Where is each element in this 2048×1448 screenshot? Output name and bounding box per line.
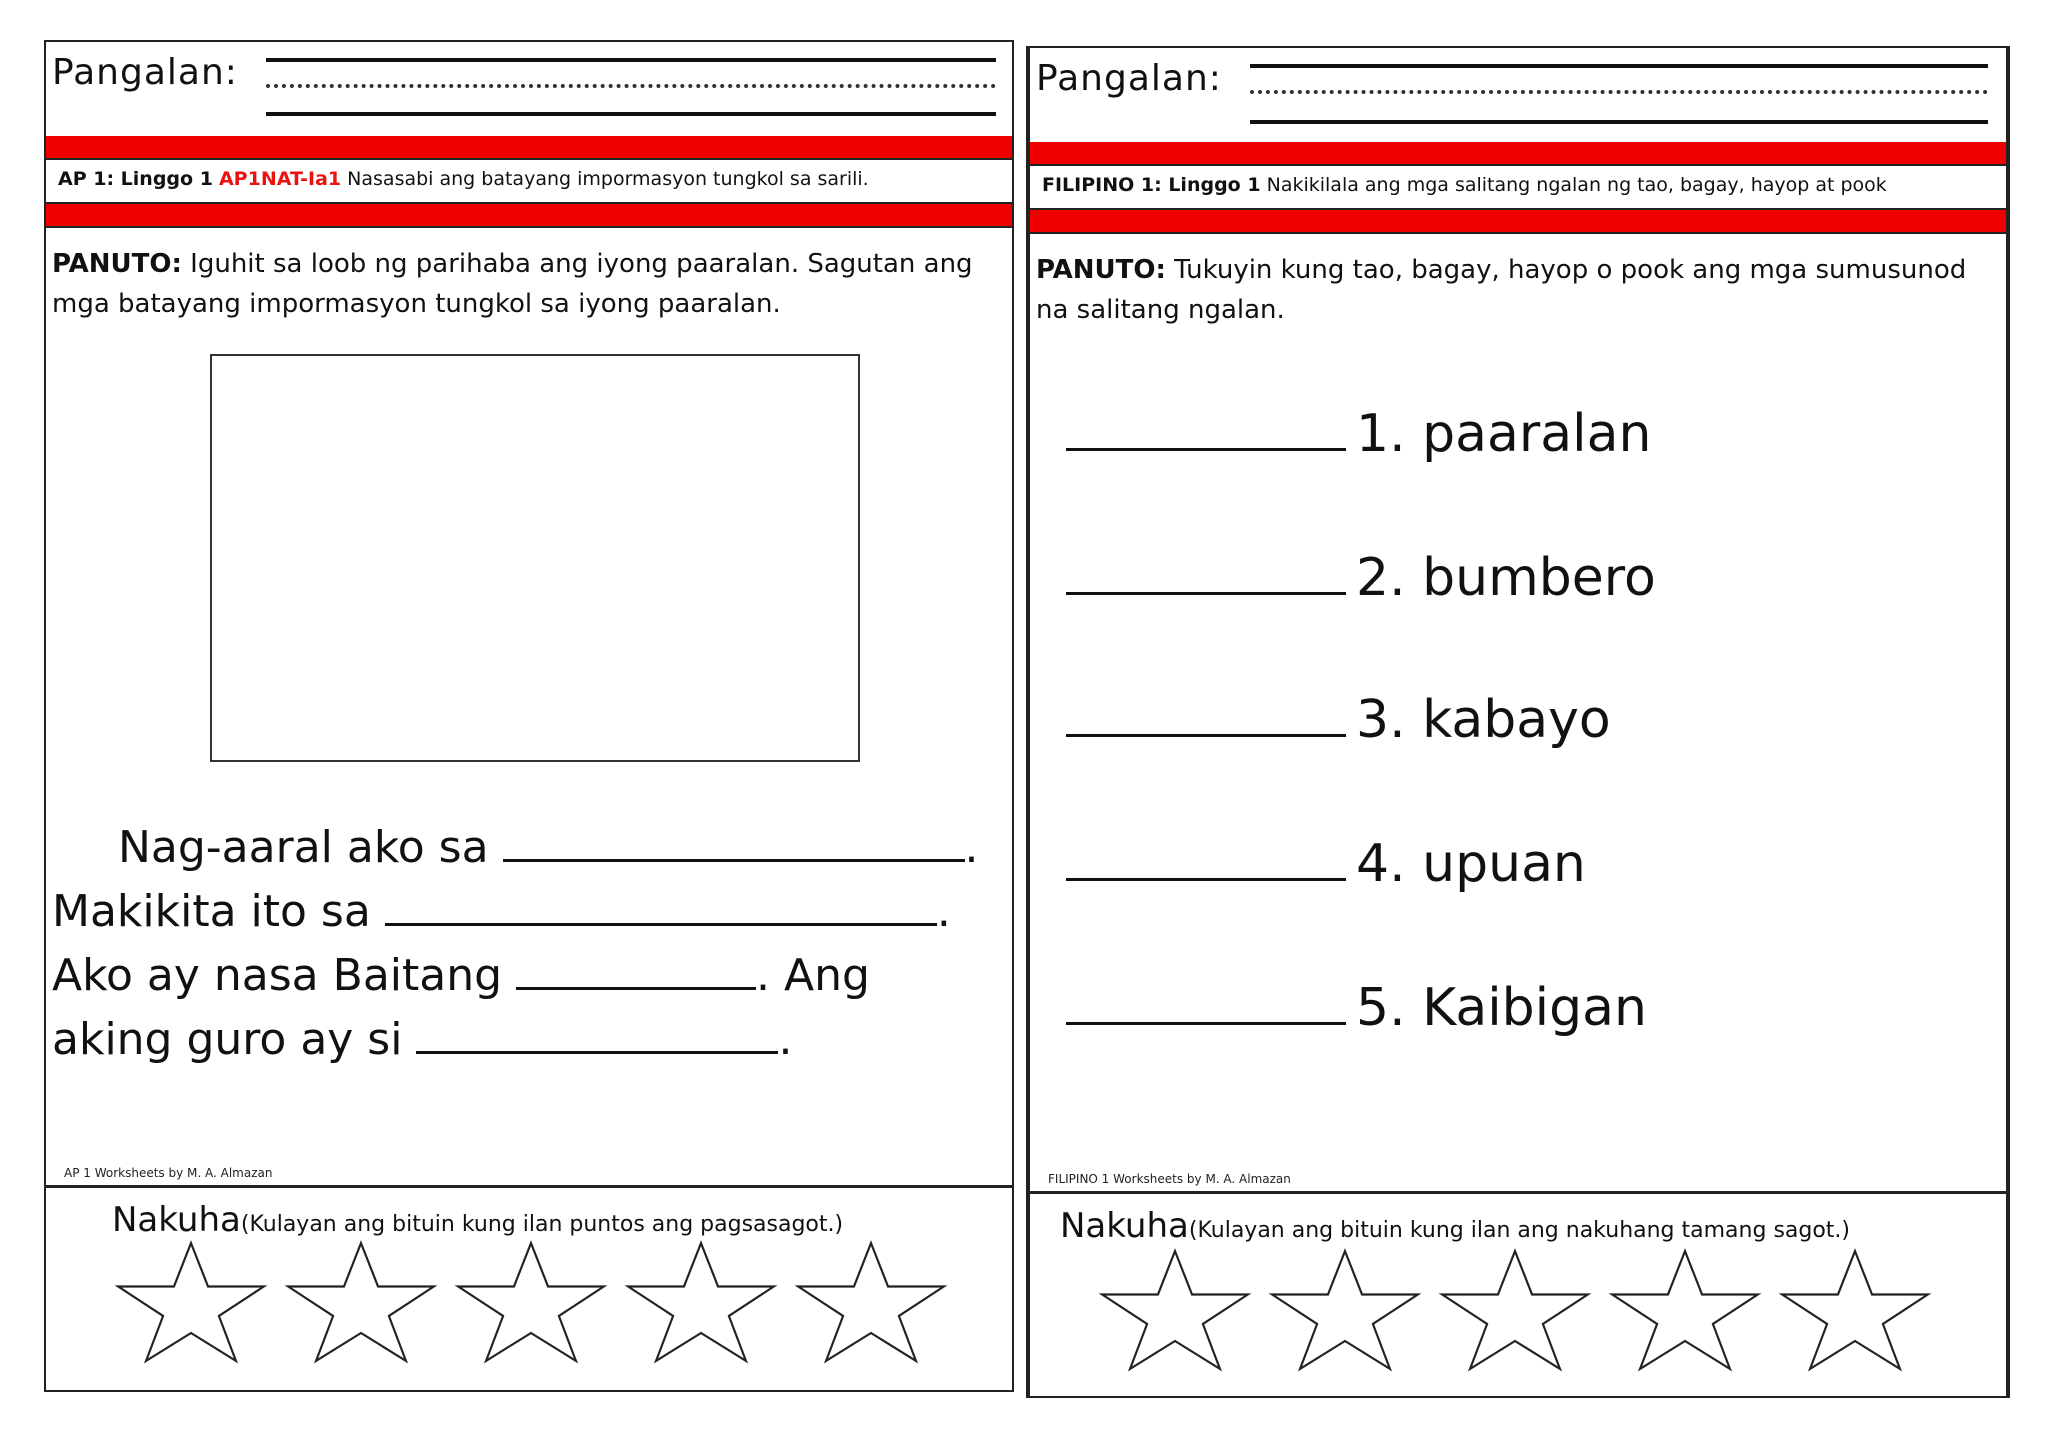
list-item — [1066, 972, 1647, 1042]
name-line-top — [1250, 64, 1988, 68]
score-line — [1060, 1206, 1850, 1246]
name-line-bottom[interactable] — [1250, 120, 1988, 124]
sentence-1-text: Nag-aaral ako sa — [118, 822, 489, 873]
star-rating — [112, 1240, 962, 1364]
star-icon[interactable] — [792, 1240, 950, 1364]
star-icon[interactable] — [1436, 1248, 1594, 1372]
blank-teacher[interactable] — [416, 1015, 778, 1054]
name-line-top — [266, 58, 996, 62]
sentence-3-end: . Ang — [756, 950, 870, 1001]
answer-blank-1[interactable] — [1066, 398, 1346, 451]
list-item — [1066, 828, 1586, 898]
list-item — [1066, 684, 1611, 754]
score-section — [46, 1185, 1012, 1390]
star-icon[interactable] — [1606, 1248, 1764, 1372]
name-line-bottom[interactable] — [266, 112, 996, 116]
star-icon[interactable] — [1096, 1248, 1254, 1372]
section-divider — [46, 226, 1012, 228]
competency-text: Nakikilala ang mga salitang ngalan ng tao, bagay, hayop at pook — [1266, 174, 1887, 196]
sentence-2-text: Makikita ito sa — [52, 886, 371, 937]
answer-blank-5[interactable] — [1066, 972, 1346, 1025]
ap-worksheet — [44, 40, 1014, 1392]
score-label: Nakuha — [1060, 1206, 1189, 1246]
blank-school-name[interactable] — [503, 823, 965, 862]
panuto-label: PANUTO: — [1036, 255, 1166, 285]
competency-row — [46, 158, 1012, 204]
subject-code: AP 1: Linggo 1 — [58, 168, 213, 190]
red-divider-top — [1030, 142, 2006, 164]
blank-location[interactable] — [385, 887, 937, 926]
answer-blank-3[interactable] — [1066, 684, 1346, 737]
sentence-1 — [118, 822, 979, 873]
answer-blank-2[interactable] — [1066, 542, 1346, 595]
footer-credit: AP 1 Worksheets by M. A. Almazan — [64, 1166, 273, 1180]
item-word-4: 4. upuan — [1356, 834, 1586, 894]
answer-blank-4[interactable] — [1066, 828, 1346, 881]
sentence-4-text: aking guro ay si — [52, 1014, 403, 1065]
name-row — [1030, 48, 2006, 142]
footer-credit: FILIPINO 1 Worksheets by M. A. Almazan — [1048, 1172, 1291, 1186]
star-icon[interactable] — [282, 1240, 440, 1364]
name-row — [46, 42, 1012, 136]
item-word-1: 1. paaralan — [1356, 404, 1652, 464]
name-label: Pangalan: — [52, 52, 238, 93]
star-icon[interactable] — [1776, 1248, 1934, 1372]
item-word-5: 5. Kaibigan — [1356, 978, 1647, 1038]
star-icon[interactable] — [112, 1240, 270, 1364]
score-section — [1030, 1191, 2006, 1396]
sentence-1-end: . — [964, 822, 979, 873]
red-divider-bottom — [1030, 210, 2006, 232]
star-icon[interactable] — [622, 1240, 780, 1364]
star-rating — [1096, 1248, 1946, 1372]
name-line-dotted — [266, 84, 996, 88]
score-line — [112, 1200, 843, 1240]
red-divider-bottom — [46, 204, 1012, 226]
panuto-label: PANUTO: — [52, 249, 182, 279]
instructions — [1036, 250, 1994, 330]
item-word-2: 2. bumbero — [1356, 548, 1656, 608]
score-label: Nakuha — [112, 1200, 241, 1240]
score-note: (Kulayan ang bituin kung ilan puntos ang pagsasagot.) — [240, 1212, 844, 1237]
sentence-3 — [52, 950, 870, 1001]
sentence-4-end: . — [778, 1014, 793, 1065]
sentence-2 — [52, 886, 951, 937]
red-divider-top — [46, 136, 1012, 158]
subject-code: FILIPINO 1: Linggo 1 — [1042, 174, 1261, 196]
star-icon[interactable] — [452, 1240, 610, 1364]
panuto-text: Tukuyin kung tao, bagay, hayop o pook ang mga sumusunod na salitang ngalan. — [1036, 255, 1967, 325]
item-word-3: 3. kabayo — [1356, 690, 1611, 750]
star-icon[interactable] — [1266, 1248, 1424, 1372]
panuto-text: Iguhit sa loob ng parihaba ang iyong paaralan. Sagutan ang mga batayang impormasyon tungkol sa iyong paaralan. — [52, 249, 973, 319]
drawing-box[interactable] — [210, 354, 860, 762]
filipino-worksheet — [1026, 46, 2010, 1398]
instructions — [52, 244, 1000, 324]
blank-grade[interactable] — [516, 951, 756, 990]
list-item — [1066, 398, 1651, 468]
competency-row — [1030, 164, 2006, 210]
sentence-2-end: . — [936, 886, 951, 937]
name-line-dotted — [1250, 90, 1988, 94]
competency-text: Nasasabi ang batayang impormasyon tungkol sa sarili. — [347, 168, 869, 190]
sentence-3-text: Ako ay nasa Baitang — [52, 950, 503, 1001]
competency-line — [58, 168, 869, 190]
list-item — [1066, 542, 1656, 612]
score-note: (Kulayan ang bituin kung ilan ang nakuhang tamang sagot.) — [1188, 1218, 1851, 1243]
competency-code: AP1NAT-Ia1 — [218, 168, 342, 190]
sentence-4 — [52, 1014, 792, 1065]
competency-line — [1042, 174, 1887, 196]
name-label: Pangalan: — [1036, 58, 1222, 99]
section-divider — [1030, 232, 2006, 234]
